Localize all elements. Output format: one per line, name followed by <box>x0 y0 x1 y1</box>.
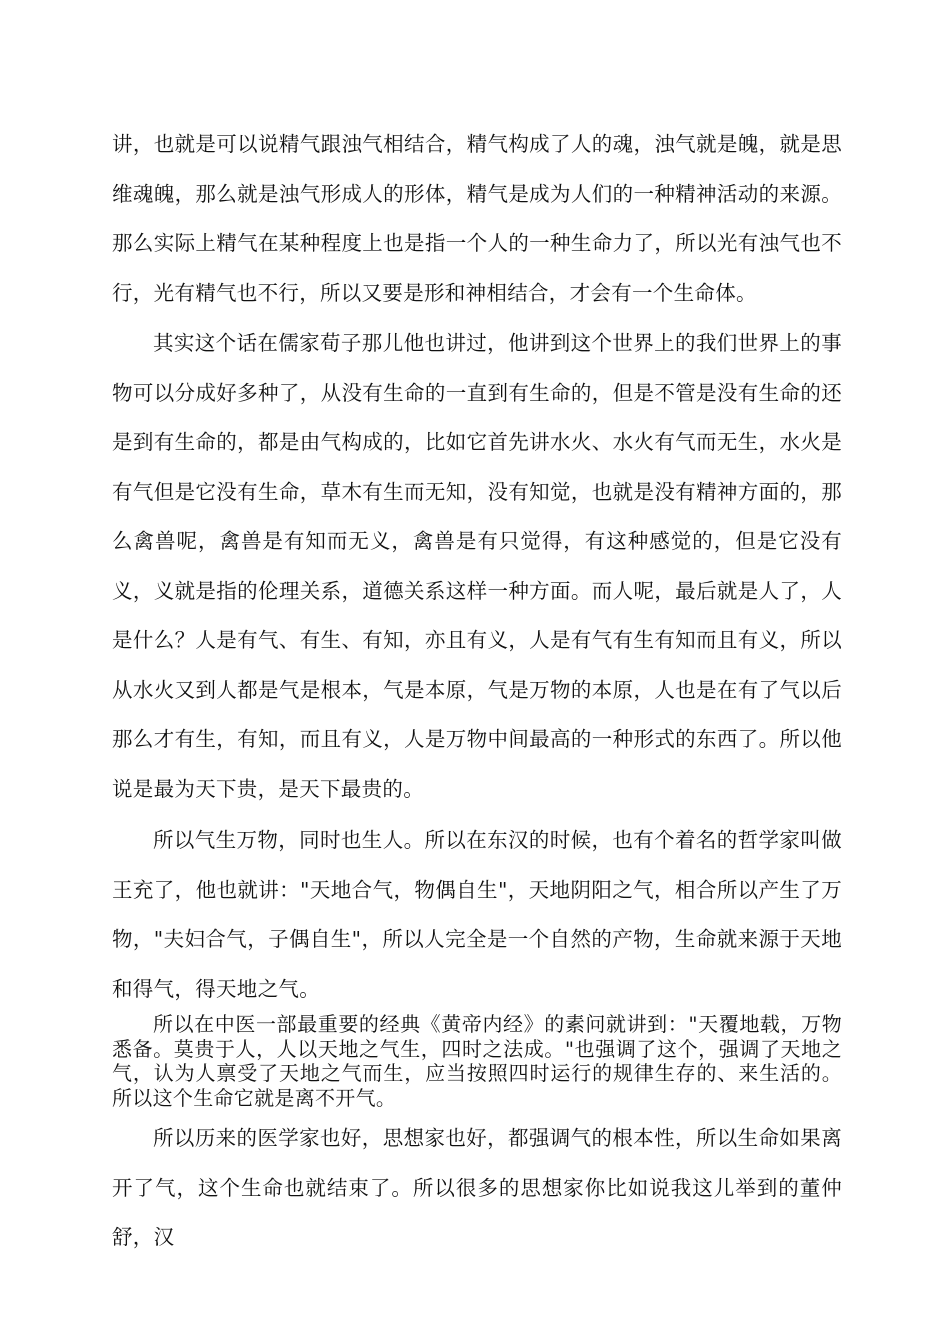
paragraph-5: 所以历来的医学家也好，思想家也好，都强调气的根本性，所以生命如果离开了气，这个生命也就结束了。所以很多的思想家你比如说我这儿举到的董仲舒，汉 <box>112 1126 842 1249</box>
paragraph-2: 其实这个话在儒家荀子那儿他也讲过，他讲到这个世界上的我们世界上的事物可以分成好多种了，从没有生命的一直到有生命的，但是不管是没有生命的还是到有生命的，都是由气构成的，比如它首先讲水火、水火有气而无生，水火是有气但是它没有生命，草木有生而无知，没有知觉，也就是没有精神方面的，那么禽兽呢，禽兽是有知而无义，禽兽是有只觉得，有这种感觉的，但是它没有义，义就是指的伦理关系，道德关系这样一种方面。而人呢，最后就是人了，人是什么？人是有气、有生、有知，亦且有义，人是有气有生有知而且有义，所以从水火又到人都是气是根本，气是本原，气是万物的本原，人也是在有了气以后那么才有生，有知，而且有义，人是万物中间最高的一种形式的东西了。所以他说是最为天下贵，是天下最贵的。 <box>112 331 842 801</box>
paragraph-4: 所以在中医一部最重要的经典《黄帝内经》的素问就讲到："天覆地载，万物悉备。莫贵于人，人以天地之气生，四时之法成。"也强调了这个，强调了天地之气，认为人禀受了天地之气而生，应当按照四时运行的规律生存的、来生活的。所以这个生命它就是离不开气。 <box>112 1012 842 1110</box>
paragraph-1: 讲，也就是可以说精气跟浊气相结合，精气构成了人的魂，浊气就是魄，就是思维魂魄，那么就是浊气形成人的形体，精气是成为人们的一种精神活动的来源。那么实际上精气在某种程度上也是指一个人的一种生命力了，所以光有浊气也不行，光有精气也不行，所以又要是形和神相结合，才会有一个生命体。 <box>112 132 842 305</box>
paragraph-3: 所以气生万物，同时也生人。所以在东汉的时候，也有个着名的哲学家叫做王充了，他也就讲："天地合气，物偶自生"，天地阴阳之气，相合所以产生了万物，"夫妇合气，子偶自生"，所以人完全是一个自然的产物，生命就来源于天地和得气，得天地之气。 <box>112 828 842 1001</box>
